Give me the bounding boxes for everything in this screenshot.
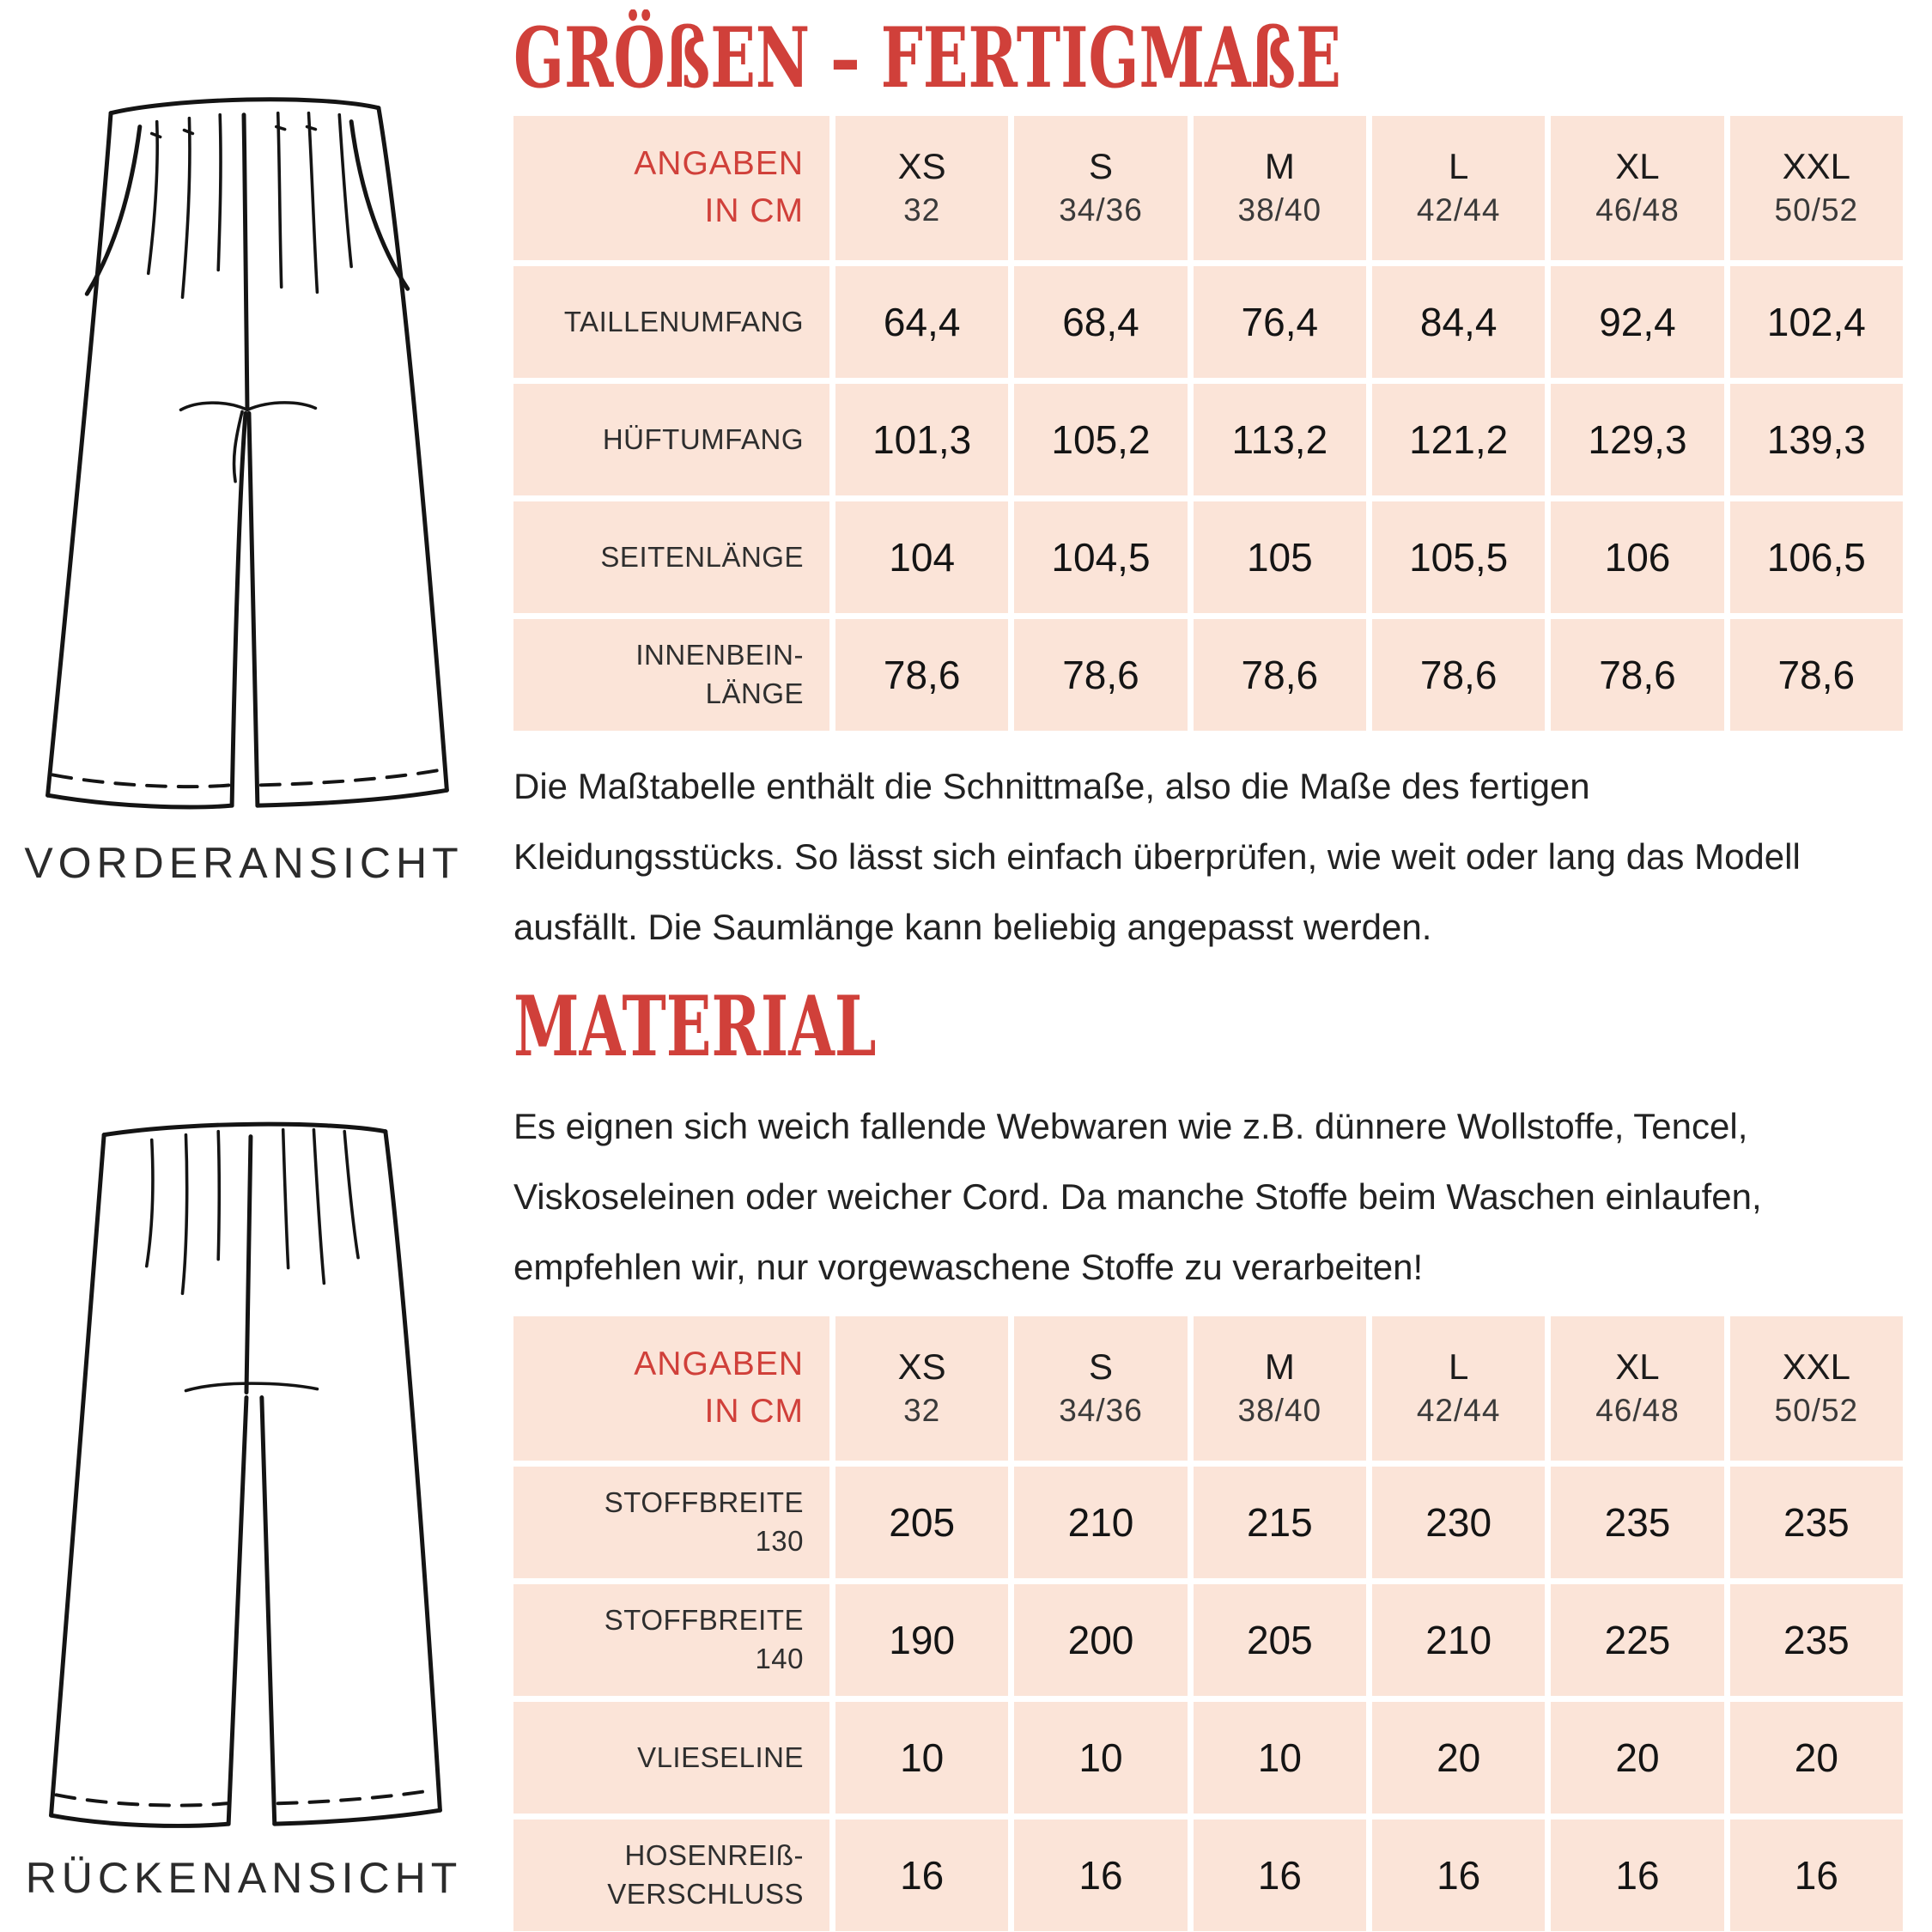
sizes-section-title: GRÖßEN – FERTIGMAßE <box>513 9 1341 106</box>
pants-back-line-drawing <box>15 1089 472 1839</box>
pants-front-line-drawing <box>15 74 472 824</box>
sizes-note: Die Maßtabelle enthält die Schnittmaße, also die Maße des fertigen Kleidungsstücks. So lässt sich einfach überprüfen, wie weit oder lang das Modell ausfällt. Die Saumlänge kann beliebig angepasst werden. <box>513 765 1801 947</box>
table-row-label: TAILLENUMFANG <box>513 266 829 378</box>
sizes-table <box>513 116 1903 731</box>
pants-front-hem-stitching <box>53 769 442 787</box>
table-cell-value: 10 <box>835 1702 1008 1814</box>
table-cell-value: 78,6 <box>1014 619 1187 731</box>
table-cell-value: 230 <box>1372 1467 1545 1578</box>
table-row-label: HÜFTUMFANG <box>513 384 829 495</box>
pants-back-hem-stitching <box>57 1789 435 1805</box>
table-size-header-m: M 38/40 <box>1194 1316 1366 1461</box>
table-size-header-m: M 38/40 <box>1194 116 1366 260</box>
table-cell-value: 205 <box>835 1467 1008 1578</box>
table-cell-value: 78,6 <box>835 619 1008 731</box>
table-cell-value: 129,3 <box>1551 384 1723 495</box>
table-cell-value: 210 <box>1372 1584 1545 1696</box>
table-cell-value: 78,6 <box>1551 619 1723 731</box>
table-cell-value: 225 <box>1551 1584 1723 1696</box>
table-size-header-s: S 34/36 <box>1014 116 1187 260</box>
table-row-label: INNENBEIN- LÄNGE <box>513 619 829 731</box>
table-cell-value: 210 <box>1014 1467 1187 1578</box>
table-cell-value: 106 <box>1551 501 1723 613</box>
front-view-label: VORDERANSICHT <box>24 839 464 887</box>
table-size-header-xl: XL 46/48 <box>1551 116 1723 260</box>
table-size-header-xs: XS 32 <box>835 1316 1008 1461</box>
table-cell-value: 106,5 <box>1730 501 1903 613</box>
pants-back-figure <box>12 1089 476 1903</box>
table-cell-value: 20 <box>1730 1702 1903 1814</box>
table-cell-value: 20 <box>1372 1702 1545 1814</box>
table-cell-value: 235 <box>1551 1467 1723 1578</box>
table-cell-value: 20 <box>1551 1702 1723 1814</box>
table-row-label: VLIESELINE <box>513 1702 829 1814</box>
table-cell-value: 105,5 <box>1372 501 1545 613</box>
table-cell-value: 84,4 <box>1372 266 1545 378</box>
back-view-label: RÜCKENANSICHT <box>25 1854 463 1902</box>
pants-back-outline <box>52 1124 440 1826</box>
table-cell-value: 104 <box>835 501 1008 613</box>
table-cell-value: 215 <box>1194 1467 1366 1578</box>
material-intro: Es eignen sich weich fallende Webwaren wie z.B. dünnere Wollstoffe, Tencel, Viskoseleinen oder weicher Cord. Da manche Stoffe beim Waschen einlaufen, empfehlen wir, nur vorgewaschene Stoffe zu verarbeiten! <box>513 1106 1762 1288</box>
table-cell-value: 16 <box>1194 1820 1366 1931</box>
table-cell-value: 205 <box>1194 1584 1366 1696</box>
table-units-header: ANGABEN IN CM <box>513 116 829 260</box>
pants-front-waist-gathers <box>149 113 351 298</box>
pants-front-outline <box>48 100 447 807</box>
table-size-header-l: L 42/44 <box>1372 116 1545 260</box>
content-column <box>513 9 1903 1931</box>
table-cell-value: 105,2 <box>1014 384 1187 495</box>
table-cell-value: 16 <box>1014 1820 1187 1931</box>
material-table <box>513 1316 1903 1931</box>
table-cell-value: 78,6 <box>1730 619 1903 731</box>
table-cell-value: 113,2 <box>1194 384 1366 495</box>
table-row-label: SEITENLÄNGE <box>513 501 829 613</box>
table-units-header: ANGABEN IN CM <box>513 1316 829 1461</box>
pants-back-crotch-mark <box>185 1383 317 1390</box>
table-cell-value: 16 <box>1551 1820 1723 1931</box>
table-cell-value: 235 <box>1730 1467 1903 1578</box>
table-cell-value: 78,6 <box>1194 619 1366 731</box>
table-cell-value: 10 <box>1014 1702 1187 1814</box>
table-size-header-l: L 42/44 <box>1372 1316 1545 1461</box>
table-cell-value: 190 <box>835 1584 1008 1696</box>
table-cell-value: 16 <box>1372 1820 1545 1931</box>
table-cell-value: 16 <box>835 1820 1008 1931</box>
table-size-header-xs: XS 32 <box>835 116 1008 260</box>
table-cell-value: 64,4 <box>835 266 1008 378</box>
table-cell-value: 121,2 <box>1372 384 1545 495</box>
table-cell-value: 102,4 <box>1730 266 1903 378</box>
table-cell-value: 68,4 <box>1014 266 1187 378</box>
table-cell-value: 101,3 <box>835 384 1008 495</box>
table-size-header-xl: XL 46/48 <box>1551 1316 1723 1461</box>
table-row-label: STOFFBREITE 130 <box>513 1467 829 1578</box>
table-cell-value: 235 <box>1730 1584 1903 1696</box>
table-cell-value: 76,4 <box>1194 266 1366 378</box>
table-cell-value: 78,6 <box>1372 619 1545 731</box>
table-cell-value: 105 <box>1194 501 1366 613</box>
table-cell-value: 139,3 <box>1730 384 1903 495</box>
table-row-label: STOFFBREITE 140 <box>513 1584 829 1696</box>
material-section-title: MATERIAL <box>513 978 877 1076</box>
table-size-header-xxl: XXL 50/52 <box>1730 1316 1903 1461</box>
table-cell-value: 10 <box>1194 1702 1366 1814</box>
table-cell-value: 92,4 <box>1551 266 1723 378</box>
table-size-header-xxl: XXL 50/52 <box>1730 116 1903 260</box>
table-row-label: HOSENREIß- VERSCHLUSS <box>513 1820 829 1931</box>
pants-front-figure <box>12 74 476 888</box>
table-size-header-s: S 34/36 <box>1014 1316 1187 1461</box>
table-cell-value: 200 <box>1014 1584 1187 1696</box>
table-cell-value: 16 <box>1730 1820 1903 1931</box>
table-cell-value: 104,5 <box>1014 501 1187 613</box>
